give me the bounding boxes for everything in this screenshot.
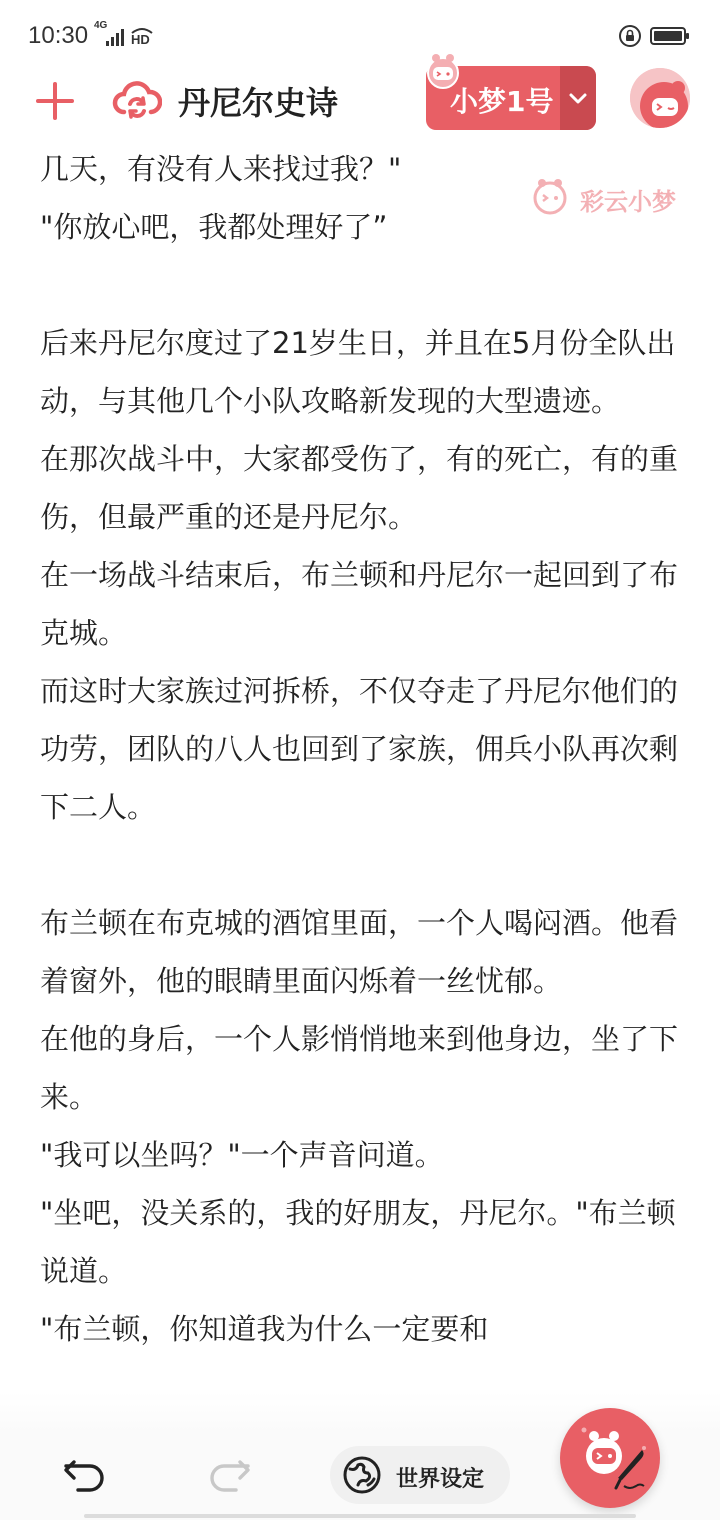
watermark-text: 彩云小梦	[580, 188, 676, 216]
chevron-down-icon	[568, 88, 588, 108]
story-line: "你放心吧，我都处理好了”	[40, 210, 388, 244]
story-line: 而这时大家族过河拆桥，不仅夺走了丹尼尔他们的功劳，团队的八人也回到了家族，佣兵小队再次剩下二人。	[40, 674, 679, 824]
hd-voice-icon	[130, 26, 154, 46]
rotation-lock-icon	[618, 24, 642, 48]
cloud-sync-icon[interactable]	[112, 76, 162, 124]
mascot-badge-icon	[424, 52, 462, 90]
user-avatar[interactable]	[630, 68, 690, 128]
story-line: 在一场战斗结束后，布兰顿和丹尼尔一起回到了布克城。	[40, 558, 679, 650]
story-line: 布兰顿在布克城的酒馆里面，一个人喝闷酒。他看着窗外，他的眼睛里面闪烁着一丝忧郁。	[40, 906, 679, 998]
selector-dropdown[interactable]	[560, 66, 596, 130]
signal-bars-icon	[106, 28, 124, 46]
story-line: "坐吧，没关系的，我的好朋友，丹尼尔。"布兰顿说道。	[40, 1196, 676, 1288]
undo-icon[interactable]	[62, 1454, 108, 1494]
story-text-area[interactable]	[40, 140, 680, 1430]
ai-model-label: 小梦1号	[450, 85, 554, 118]
story-line: "布兰顿，你知道我为什么一定要和	[40, 1312, 489, 1346]
battery-icon	[650, 26, 690, 46]
ai-continue-button[interactable]	[560, 1408, 660, 1508]
network-type: 4G	[94, 20, 108, 31]
story-line: 在那次战斗中，大家都受伤了，有的死亡，有的重伤，但最严重的还是丹尼尔。	[40, 442, 679, 534]
story-line: "我可以坐吗？"一个声音问道。	[40, 1138, 444, 1172]
story-line: 几天，有没有人来找过我？"	[40, 152, 402, 186]
world-settings-button[interactable]	[330, 1446, 510, 1504]
hd-label: HD	[131, 32, 150, 47]
signal-indicator	[94, 20, 158, 50]
add-button[interactable]	[34, 80, 76, 122]
story-line	[40, 836, 680, 894]
world-settings-label: 世界设定	[396, 1467, 485, 1492]
app-header	[0, 60, 720, 140]
story-line	[40, 256, 680, 314]
redo-icon[interactable]	[206, 1454, 252, 1494]
story-line: 后来丹尼尔度过了21岁生日，并且在5月份全队出动，与其他几个小队攻略新发现的大型遗迹。	[40, 326, 676, 418]
mascot-quill-icon	[560, 1408, 660, 1508]
document-title[interactable]: 丹尼尔史诗	[178, 84, 339, 122]
mascot-avatar-icon	[630, 68, 690, 128]
globe-icon	[342, 1455, 382, 1495]
status-time: 10:30	[28, 22, 89, 49]
story-line: 在他的身后，一个人影悄悄地来到他身边，坐了下来。	[40, 1022, 679, 1114]
home-indicator	[84, 1514, 636, 1518]
